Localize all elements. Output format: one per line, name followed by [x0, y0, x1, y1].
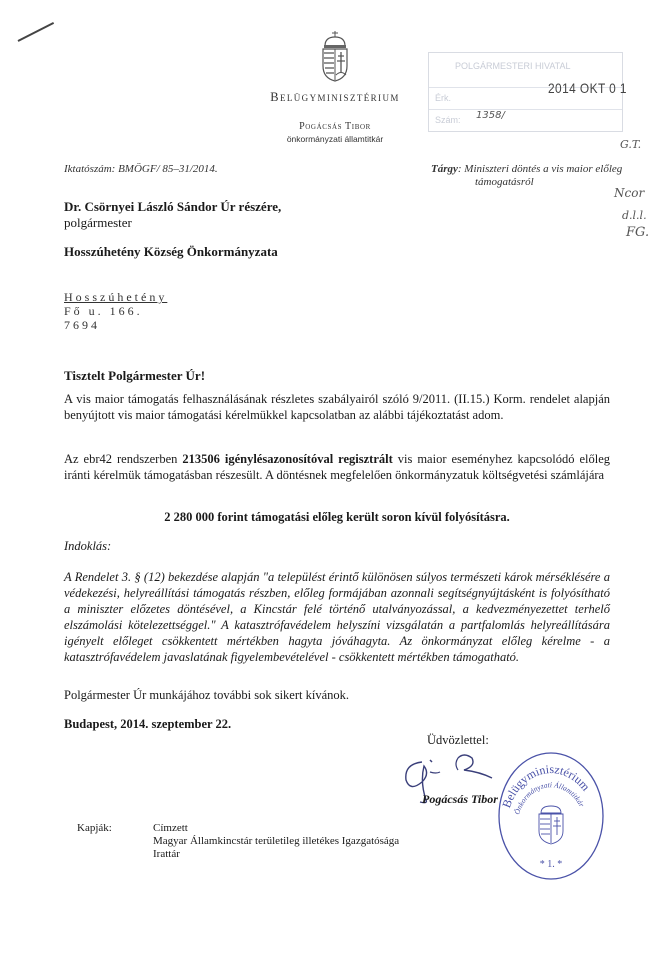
- stamp-number-label: Szám:: [435, 115, 461, 125]
- ministry-name: Belügyminisztérium: [270, 90, 400, 104]
- closing: Üdvözlettel:: [427, 733, 489, 747]
- svg-text:* 1. *: * 1. *: [539, 859, 563, 870]
- handwritten-note: FG.: [626, 225, 650, 240]
- address-street: Fő u. 166.: [64, 304, 143, 318]
- stamp-number: 1358/: [476, 110, 505, 121]
- pen-mark: [18, 22, 55, 42]
- signatory-name: Pogácsás Tibor: [422, 792, 498, 806]
- salutation: Tisztelt Polgármester Úr!: [64, 368, 206, 383]
- recipient-organization: Hosszúhetény Község Önkormányzata: [64, 244, 278, 259]
- distribution-item: Magyar Államkincstár területileg illetékes Igazgatósága: [153, 835, 400, 847]
- official-name: Pogácsás Tibor: [299, 121, 371, 132]
- distribution-list: [153, 822, 399, 861]
- reason-label: Indoklás:: [64, 539, 112, 553]
- official-title: önkormányzati államtitkár: [286, 134, 384, 144]
- distribution-item: Irattár: [153, 848, 180, 860]
- recipient-address: [64, 290, 167, 332]
- body-paragraph-2: [64, 451, 610, 483]
- handwritten-note: Ncor: [614, 186, 645, 200]
- recipient-block: [64, 199, 281, 231]
- subject: [431, 163, 631, 189]
- subject-label: Tárgy: [431, 163, 458, 175]
- amount-line: 2 280 000 forint támogatási előleg került soron kívül folyósításra.: [164, 510, 510, 524]
- reference-number: Iktatószám: BMÖGF/ 85–31/2014.: [64, 163, 218, 175]
- subject-text: : Miniszteri döntés a vis maior előleg: [457, 163, 623, 175]
- official-seal-icon: [497, 751, 605, 881]
- closing-wish: Polgármester Úr munkájához további sok sikert kívánok.: [64, 688, 350, 702]
- stamp-date: 2014 OKT 0 1: [548, 80, 627, 96]
- date-line: Budapest, 2014. szeptember 22.: [64, 717, 232, 731]
- handwritten-note: d.l.l.: [622, 209, 647, 222]
- handwritten-note: G.T.: [620, 138, 642, 151]
- distribution-item: Címzett: [153, 822, 188, 834]
- svg-text:Önkormányzati Államtitkár: Önkormányzati Államtitkár: [512, 780, 587, 816]
- recipient-role: polgármester: [64, 215, 132, 230]
- paragraph-text: Az ebr42 rendszerben: [64, 452, 183, 466]
- address-city: Hosszúhetény: [64, 290, 168, 304]
- request-id: 213506 igénylésazonosítóval regisztrált: [182, 452, 393, 466]
- subject-text-cont: támogatásról: [475, 176, 534, 188]
- distribution-label: Kapják:: [77, 822, 112, 834]
- svg-text:Belügyminisztérium: Belügyminisztérium: [499, 762, 593, 810]
- body-paragraph-1: A vis maior támogatás felhasználásának részletes szabályairól szóló 9/2011. (II.15.) Korm. rendelet alapján benyújtott vis maior támogatási kérelmükkel kapcsolatban az alábbi tájékoztatást adom.: [64, 392, 610, 422]
- address-postcode: 7694: [64, 318, 100, 332]
- coat-of-arms-icon: [318, 30, 352, 82]
- paragraph-text: vis maior eseményhez kapcsolódó előleg iránti kérelmük támogatásban részesült. A döntésnek megfelelően önkormányzatuk költségvetési számlájára: [64, 452, 610, 482]
- recipient-name: Dr. Csörnyei László Sándor Úr részére,: [64, 199, 282, 214]
- reason-text: A Rendelet 3. § (12) bekezdése alapján "a települést érintő különösen súlyos természeti károk mérséklésére a védekezési, helyreállítási támogatás részben, előleg formájában azonnali segítségnyújtásként is folyósítható a miniszter előzetes döntésével, a Kincstár felé történő utalványozással, a kedvezményezettet terhelő elszámolási kötelezettséggel." A katasztrófavédelem helyszíni vizsgálatán a partfalomlás helyreállítására igényelt előleget csökkentett mértékben hagyta jóváhagyta. Az önkormányzat előleg kérelme - a katasztrófavédelem javaslatának figyelembevételével - csökkentett mértékben támogatható.: [64, 570, 610, 664]
- stamp-received-label: Érk.: [435, 93, 452, 103]
- stamp-office-label: POLGÁRMESTERI HIVATAL: [455, 61, 571, 71]
